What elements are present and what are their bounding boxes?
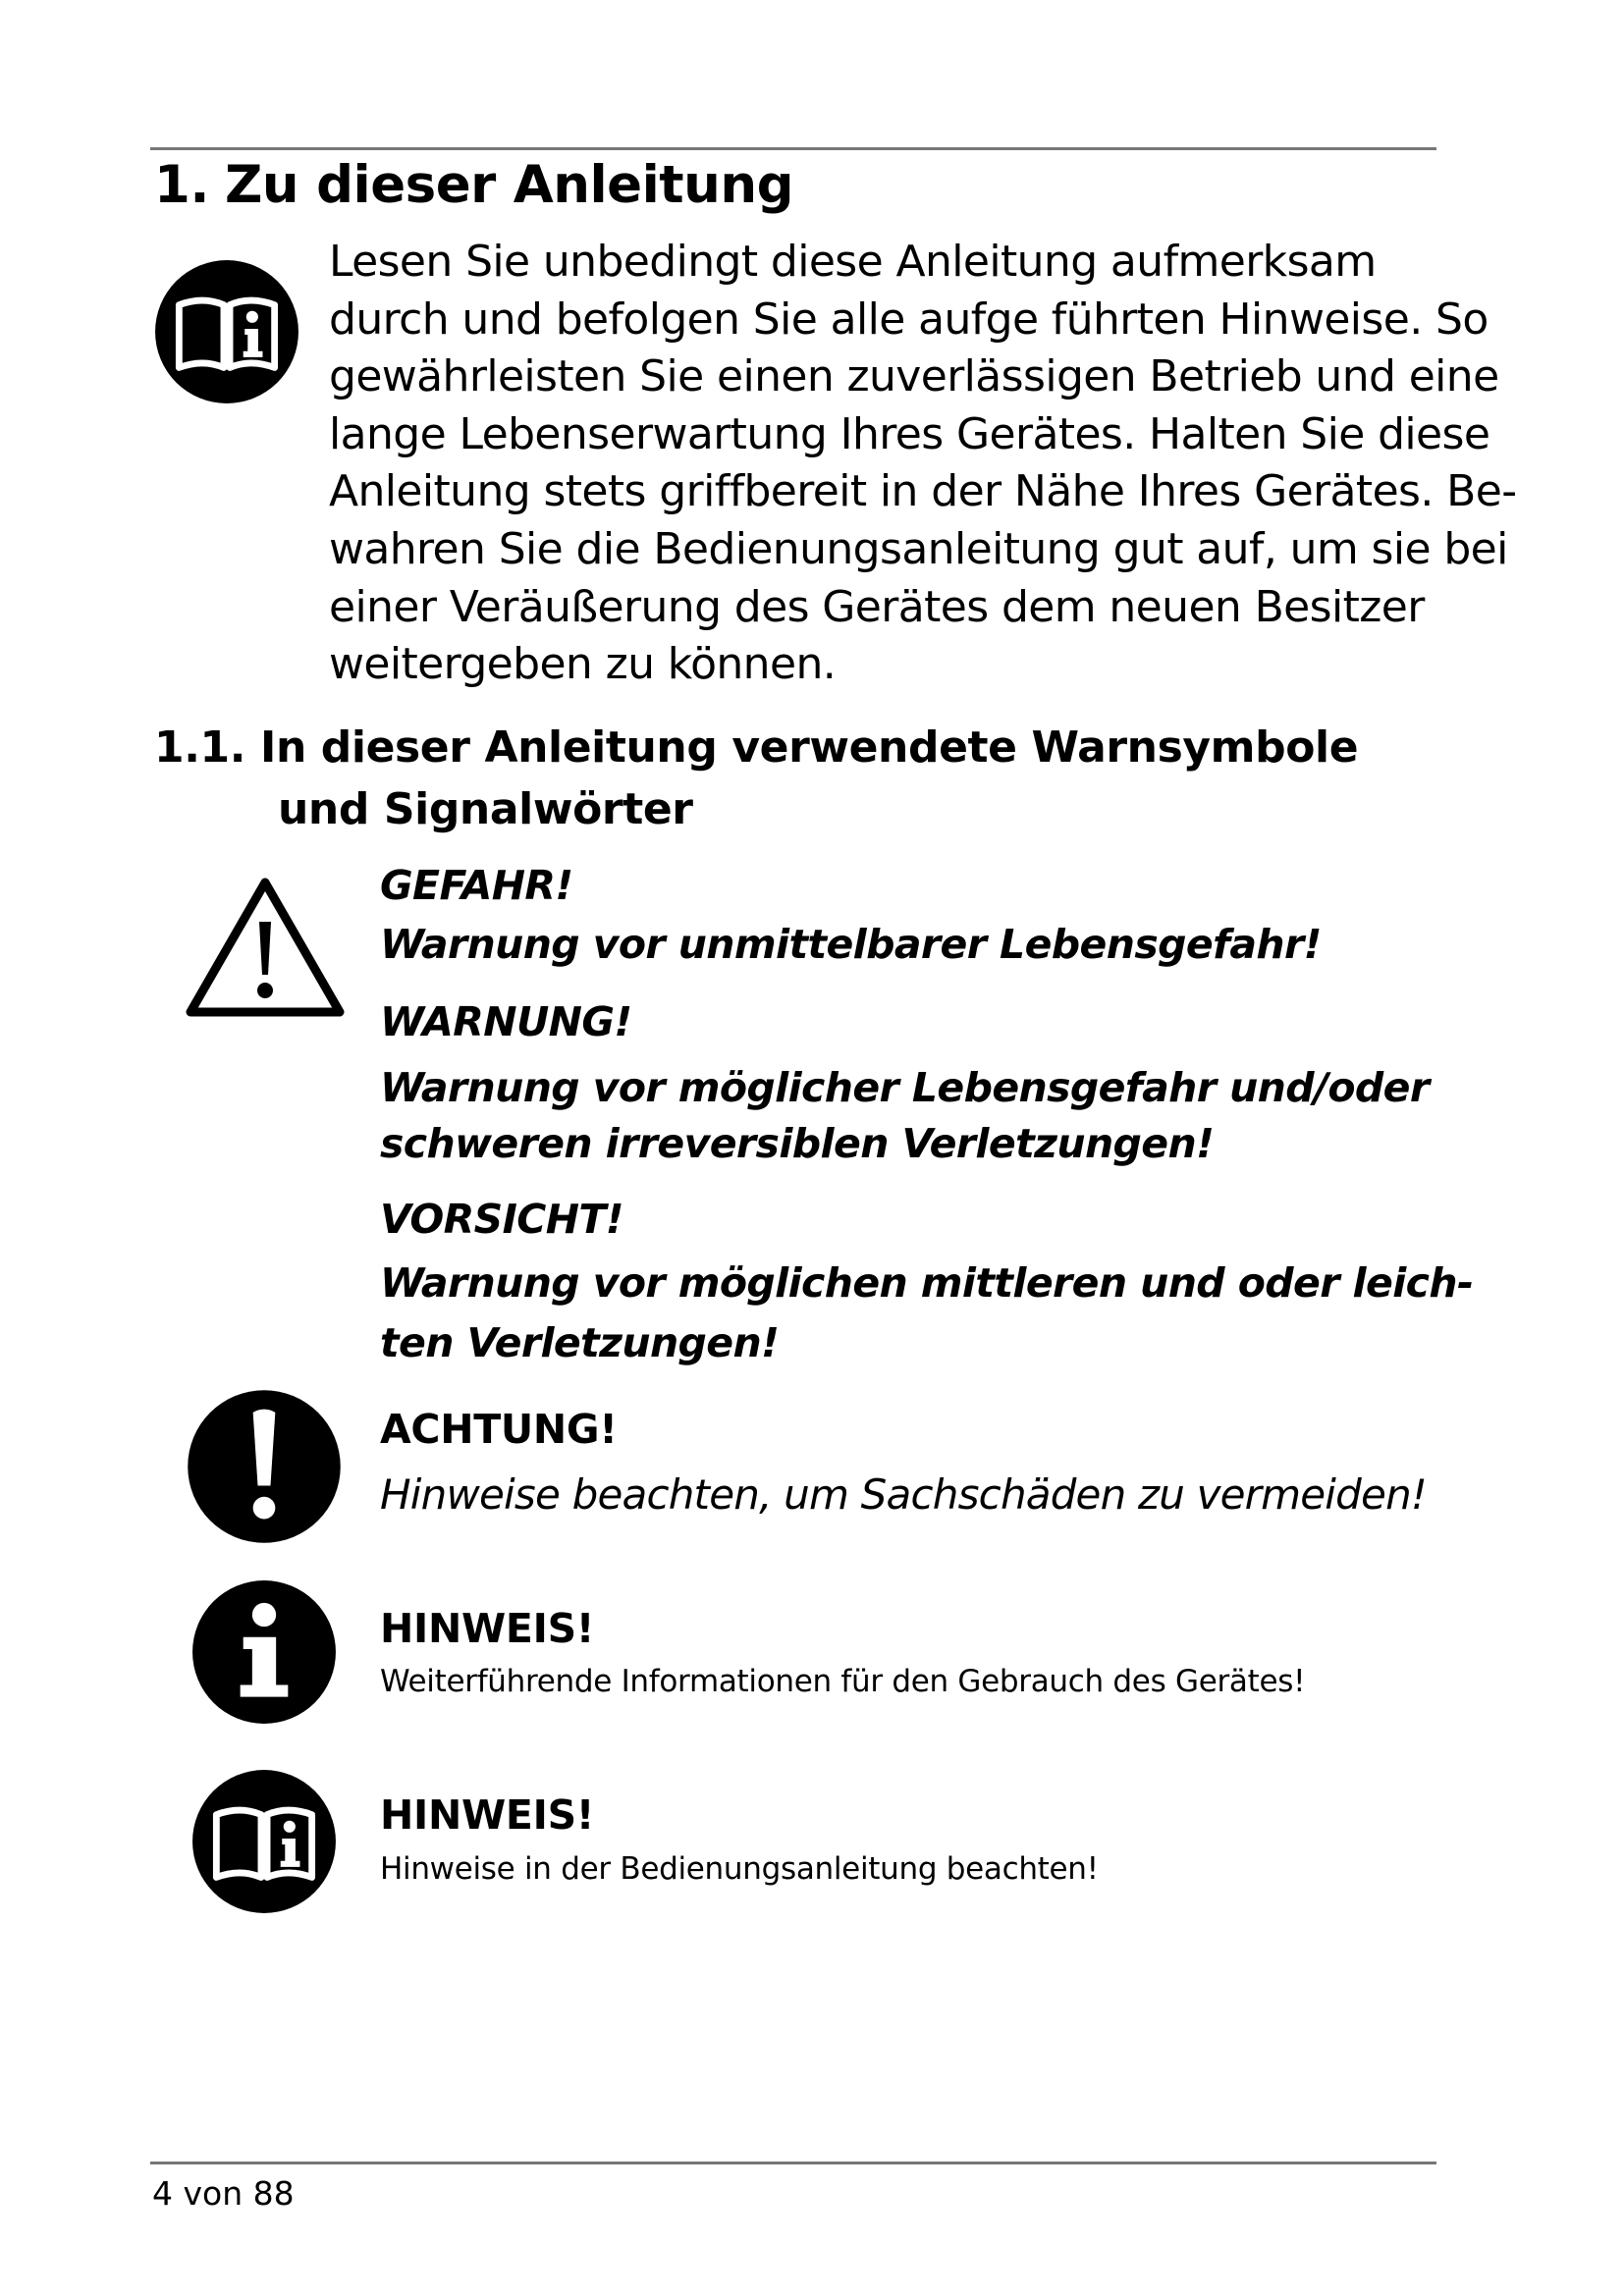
intro-line: Lesen Sie unbedingt diese Anleitung aufmerksam <box>329 237 1377 287</box>
vorsicht-description-line: ten Verletzungen! <box>380 1319 780 1366</box>
subsection-heading-line <box>154 717 1358 778</box>
vorsicht-block <box>380 1196 623 1243</box>
hinweis-info-description-block <box>380 1664 1305 1699</box>
hinweis-info-signal-word: HINWEIS! <box>380 1605 595 1652</box>
hinweis-info-block <box>380 1605 594 1652</box>
intro-line: lange Lebenserwartung Ihres Gerätes. Halten Sie diese <box>329 408 1490 459</box>
subsection-title-line2: und Signalwörter <box>278 784 693 834</box>
intro-paragraph <box>329 234 1517 694</box>
achtung-block <box>380 1406 618 1453</box>
manual-info-icon <box>152 257 301 406</box>
warning-triangle-icon <box>185 877 346 1018</box>
subsection-number: 1.1. <box>154 722 246 773</box>
info-circle-icon <box>189 1577 339 1727</box>
warnung-description-block <box>380 1060 1430 1172</box>
subsection-title-line1: In dieser Anleitung verwendete Warnsymbole <box>259 722 1359 773</box>
warnung-description-line: Warnung vor möglicher Lebensgefahr und/oder <box>380 1064 1430 1111</box>
exclamation-circle-icon <box>185 1387 344 1546</box>
intro-line: einer Veräußerung des Gerätes dem neuen Besitzer <box>329 581 1425 632</box>
gefahr-block <box>380 862 573 909</box>
hinweis-manual-description-block <box>380 1851 1099 1887</box>
manual-info-icon <box>189 1767 339 1916</box>
intro-line: weitergeben zu können. <box>329 639 837 690</box>
intro-line: wahren Sie die Bedienungsanleitung gut auf, um sie bei <box>329 523 1508 574</box>
gefahr-signal-word: GEFAHR! <box>380 862 573 909</box>
bottom-rule <box>150 2162 1436 2164</box>
top-rule <box>150 147 1436 150</box>
achtung-description-block <box>380 1470 1427 1519</box>
gefahr-description-block <box>380 921 1322 968</box>
warnung-block <box>380 998 632 1045</box>
intro-line: durch und befolgen Sie alle aufge führten Hinweise. So <box>329 294 1489 345</box>
hinweis-info-description: Weiterführende Informationen für den Gebrauch des Gerätes! <box>380 1664 1306 1699</box>
hinweis-manual-description: Hinweise in der Bedienungsanleitung beachten! <box>380 1851 1099 1887</box>
section-title: Zu dieser Anleitung <box>225 155 794 215</box>
section-number: 1. <box>154 155 210 215</box>
section-heading <box>154 155 793 215</box>
warnung-description-line: schweren irreversiblen Verletzungen! <box>380 1120 1215 1167</box>
hinweis-manual-block <box>380 1791 594 1839</box>
page-number: 4 von 88 <box>152 2174 295 2213</box>
hinweis-manual-signal-word: HINWEIS! <box>380 1791 595 1839</box>
vorsicht-description-line: Warnung vor möglichen mittleren und oder leich- <box>380 1259 1474 1307</box>
gefahr-description: Warnung vor unmittelbarer Lebensgefahr! <box>380 921 1322 968</box>
intro-line: gewährleisten Sie einen zuverlässigen Betrieb und eine <box>329 351 1499 402</box>
intro-line: Anleitung stets griffbereit in der Nähe Ihres Gerätes. Be- <box>329 466 1517 517</box>
achtung-signal-word: ACHTUNG! <box>380 1406 618 1453</box>
vorsicht-description-block <box>380 1254 1473 1373</box>
vorsicht-signal-word: VORSICHT! <box>380 1196 623 1243</box>
subsection-heading <box>154 717 1358 840</box>
achtung-description: Hinweise beachten, um Sachschäden zu vermeiden! <box>380 1470 1427 1519</box>
warnung-signal-word: WARNUNG! <box>380 998 632 1045</box>
